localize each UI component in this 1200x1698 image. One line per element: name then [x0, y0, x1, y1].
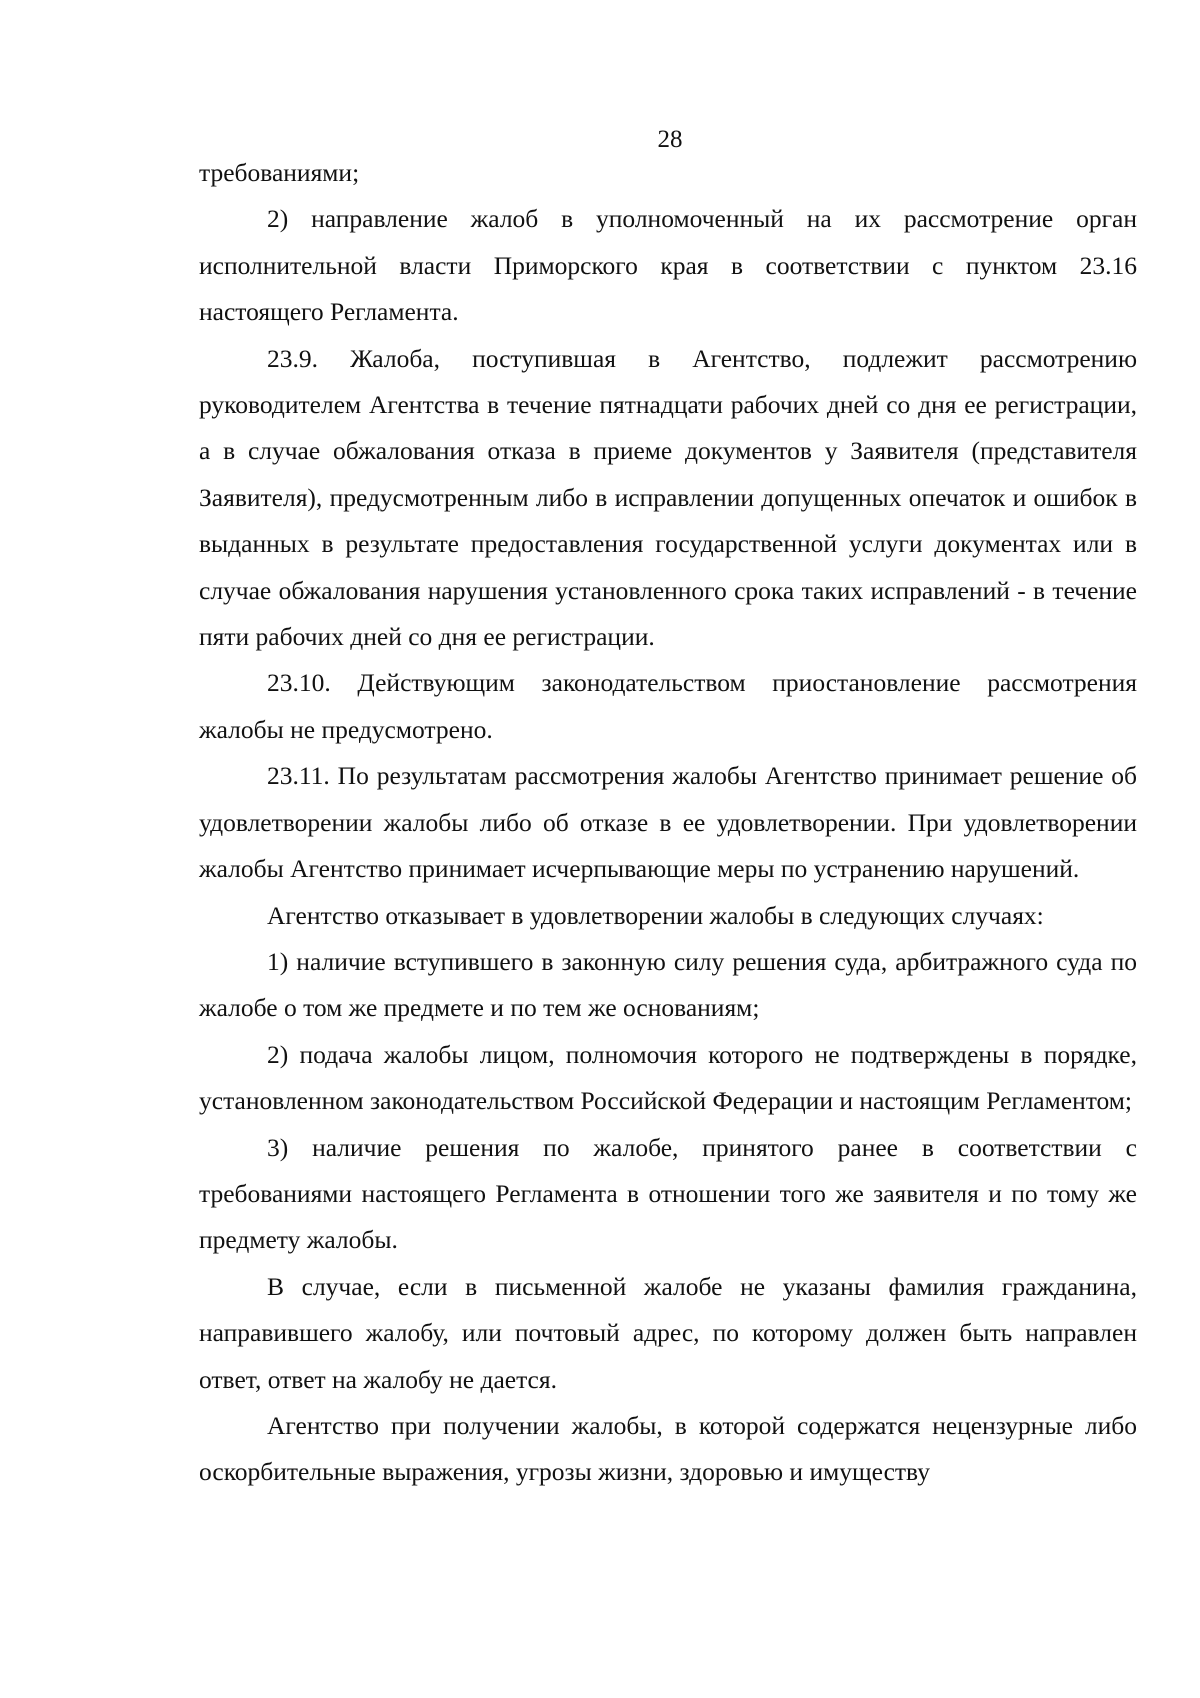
paragraph: Агентство при получении жалобы, в которой содержатся нецензурные либо оскорбительные выражения, угрозы жизни, здоровью и имуществу [199, 1410, 1137, 1487]
page-number: 28 [657, 126, 683, 153]
paragraph: 23.10. Действующим законодательством приостановление рассмотрения жалобы не предусмотрено. [199, 668, 1137, 744]
paragraph: 2) подача жалобы лицом, полномочия которого не подтверждены в порядке, установленном законодательством Российской Федерации и настоящим Регламентом; [199, 1039, 1137, 1116]
paragraph: 3) наличие решения по жалобе, принятого ранее в соответствии с требованиями настоящего Регламента в отношении того же заявителя и по тому же предмету жалобы. [199, 1132, 1137, 1255]
paragraph: 1) наличие вступившего в законную силу решения суда, арбитражного суда по жалобе о том же предмете и по тем же основаниям; [199, 946, 1137, 1023]
paragraph: 23.9. Жалоба, поступившая в Агентство, подлежит рассмотрению руководителем Агентства в течение пятнадцати рабочих дней со дня ее регистрации, а в случае обжалования отказа в приеме документов у Заявителя (представителя Заявителя), предусмотренным либо в исправлении допущенных опечаток и ошибок в выданных в результате предоставления государственной услуги документах или в случае обжалования нарушения установленного срока таких исправлений - в течение пяти рабочих дней со дня ее регистрации. [199, 343, 1137, 652]
document-body [199, 150, 1137, 1496]
paragraph: Агентство отказывает в удовлетворении жалобы в следующих случаях: [267, 900, 1044, 930]
paragraph: 2) направление жалоб в уполномоченный на их рассмотрение орган исполнительной власти Приморского края в соответствии с пунктом 23.16 настоящего Регламента. [199, 204, 1137, 327]
paragraph: В случае, если в письменной жалобе не указаны фамилия гражданина, направившего жалобу, или почтовый адрес, по которому должен быть направлен ответ, ответ на жалобу не дается. [199, 1271, 1137, 1394]
paragraph: требованиями; [199, 158, 360, 187]
paragraph: 23.11. По результатам рассмотрения жалобы Агентство принимает решение об удовлетворении жалобы либо об отказе в ее удовлетворении. При удовлетворении жалобы Агентство принимает исчерпывающие меры по устранению нарушений. [199, 761, 1137, 884]
